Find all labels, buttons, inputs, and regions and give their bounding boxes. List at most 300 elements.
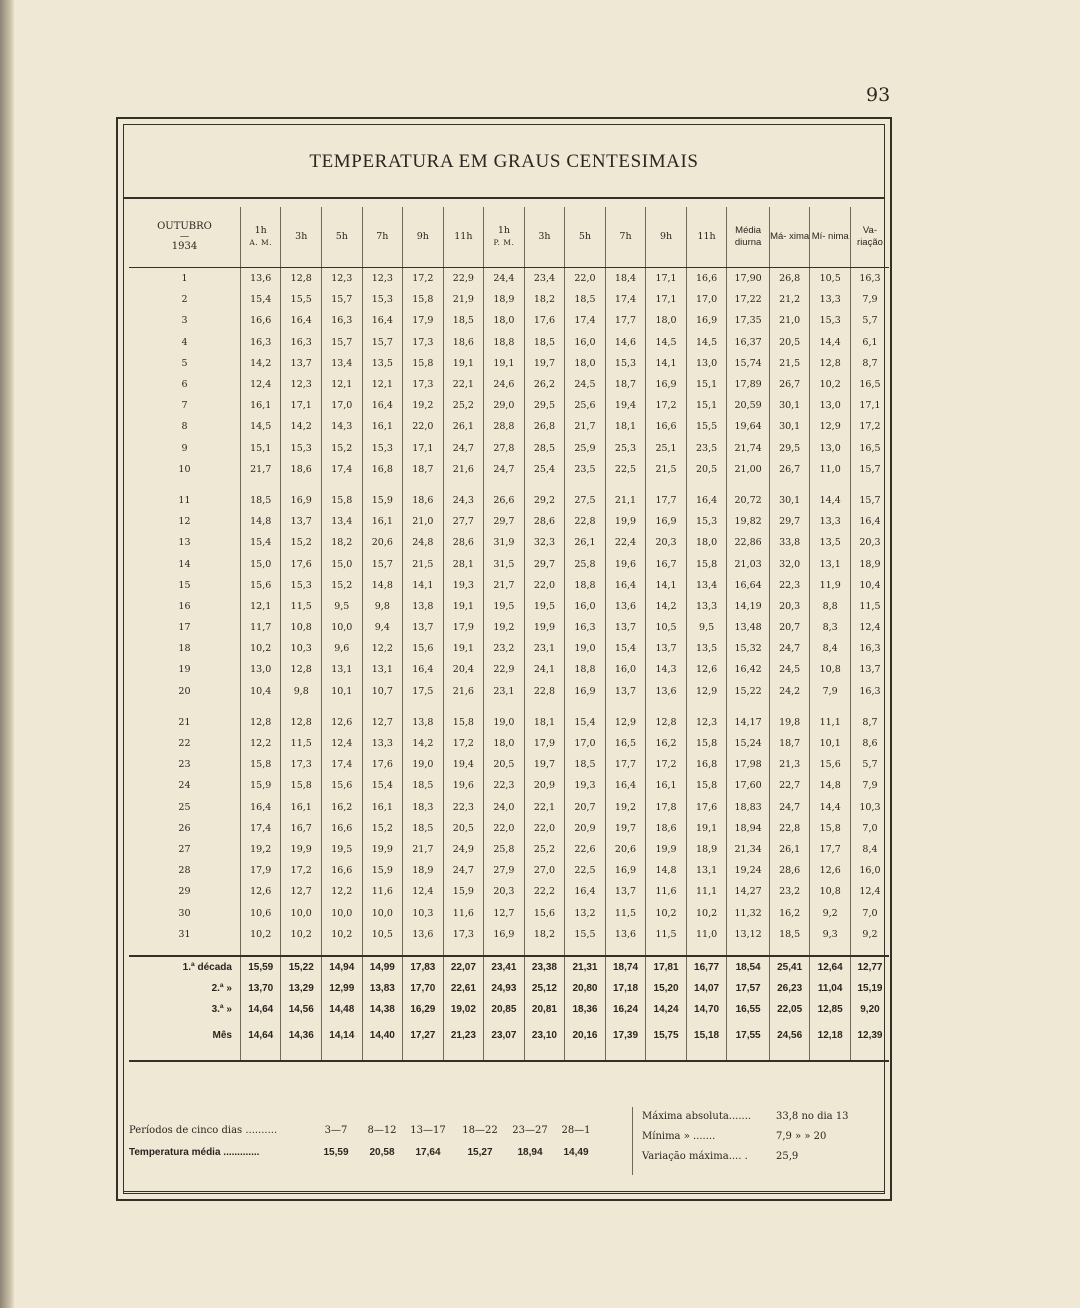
summary-cell: 23,38 [524,956,565,978]
temperature-cell: 26,8 [524,416,565,437]
temperature-cell: 14,8 [362,575,403,596]
summary-cell: 14,94 [322,956,363,978]
temperature-cell: 17,2 [850,416,889,437]
day-label: 24 [178,780,191,792]
temperature-cell: 15,32 [727,638,770,659]
day-label: 1 [181,273,188,285]
temperature-cell: 25,2 [524,839,565,860]
temperature-cell: 15,74 [727,353,770,374]
temperature-cell: 15,3 [605,353,646,374]
temperature-cell: 12,1 [240,596,281,617]
temperature-cell: 18,5 [240,490,281,511]
temperature-cell: 6,1 [850,332,889,353]
day-row [129,839,889,860]
temperature-cell: 13,3 [362,733,403,754]
temperature-cell: 18,1 [524,712,565,733]
temperature-cell: 15,6 [403,638,444,659]
day-label: 3 [181,315,188,327]
temperature-cell: 21,74 [727,438,770,459]
day-row [129,797,889,818]
summary-cell: 15,20 [646,978,687,999]
temperature-cell: 19,5 [484,596,525,617]
temperature-cell: 26,2 [524,374,565,395]
temperature-cell: 10,2 [686,902,727,923]
temperature-cell: 15,8 [281,775,322,796]
gap-cell [403,945,444,956]
day-row [129,268,889,290]
day-label: 11 [178,494,191,506]
temperature-cell: 18,6 [443,332,484,353]
temperature-cell: 16,2 [769,902,810,923]
temperature-cell: 17,2 [646,395,687,416]
summary-cell: 23,07 [484,1020,525,1052]
day-row [129,902,889,923]
temperature-cell: 15,3 [810,310,851,331]
temperature-cell: 16,4 [240,797,281,818]
temperature-cell: 19,1 [443,638,484,659]
temperature-cell: 16,3 [850,638,889,659]
summary-cell: 22,05 [769,999,810,1020]
temperature-cell: 17,9 [403,310,444,331]
temperature-cell: 10,8 [281,617,322,638]
temperature-cell: 18,6 [281,459,322,480]
temperature-cell: 12,2 [322,881,363,902]
summary-cell: 20,85 [484,999,525,1020]
temperature-cell: 16,9 [646,374,687,395]
temperature-cell: 22,6 [565,839,606,860]
gap-cell [129,702,240,712]
temperature-cell: 12,4 [850,617,889,638]
summary-cell: 9,20 [850,999,889,1020]
temperature-cell: 15,7 [322,332,363,353]
summary-cell: 23,10 [524,1020,565,1052]
temperature-cell: 25,8 [484,839,525,860]
summary-cell: 14,24 [646,999,687,1020]
temperature-cell: 16,9 [484,924,525,945]
temperature-cell: 11,5 [646,924,687,945]
summary-cell: 14,64 [240,1020,281,1052]
day-label: 29 [178,886,191,898]
day-label: 7 [181,400,188,412]
temperature-cell: 17,4 [240,818,281,839]
temperature-cell: 10,3 [281,638,322,659]
temperature-cell: 16,3 [565,617,606,638]
temperature-cell: 16,3 [850,268,889,290]
day-row [129,374,889,395]
gap-cell [240,480,281,490]
day-row [129,310,889,331]
temperature-cell: 9,2 [850,924,889,945]
temperature-cell: 15,0 [240,553,281,574]
temperature-cell: 10,1 [810,733,851,754]
gap-cell [484,945,525,956]
temperature-cell: 26,7 [769,374,810,395]
temperature-cell: 13,6 [403,924,444,945]
temperature-cell: 16,6 [322,818,363,839]
temperature-cell: 17,4 [605,289,646,310]
gap-cell [810,480,851,490]
day-row [129,754,889,775]
day-label: 10 [178,463,191,475]
temperature-cell: 15,3 [362,289,403,310]
temperature-cell: 26,1 [769,839,810,860]
temperature-cell: 19,1 [484,353,525,374]
temperature-cell: 12,8 [810,353,851,374]
temperature-cell: 24,7 [769,797,810,818]
gap-cell [403,1052,444,1061]
temperature-cell: 15,4 [362,775,403,796]
gap-cell [605,702,646,712]
day-row [129,532,889,553]
temperature-cell: 18,0 [686,532,727,553]
temperature-cell: 13,4 [322,511,363,532]
temperature-cell: 11,9 [810,575,851,596]
period-value: 13—17 [410,1125,446,1136]
temperature-cell: 17,6 [686,797,727,818]
temperature-cell: 17,35 [727,310,770,331]
period-value: 23—27 [512,1125,548,1136]
temperature-cell: 10,5 [646,617,687,638]
temperature-cell: 5,7 [850,310,889,331]
temperature-cell: 19,9 [281,839,322,860]
temperature-cell: 22,4 [605,532,646,553]
day-label: 12 [178,516,191,528]
temperature-cell: 19,24 [727,860,770,881]
temperature-cell: 16,4 [403,659,444,680]
temperature-cell: 18,5 [565,289,606,310]
temperature-cell: 22,5 [605,459,646,480]
temperature-cell: 29,7 [769,511,810,532]
summary-cell: 25,12 [524,978,565,999]
temperature-cell: 13,3 [810,289,851,310]
temperature-cell: 10,2 [240,924,281,945]
temperature-cell: 17,60 [727,775,770,796]
temperature-cell: 25,3 [605,438,646,459]
summary-cell: 16,24 [605,999,646,1020]
table-body [129,268,889,1061]
temperature-cell: 22,0 [403,416,444,437]
temperature-cell: 17,7 [605,754,646,775]
temperature-cell: 15,2 [281,532,322,553]
temperature-cell: 15,8 [240,754,281,775]
temperature-cell: 16,4 [565,881,606,902]
temperature-cell: 12,8 [281,712,322,733]
temperature-cell: 17,0 [686,289,727,310]
temperature-cell: 18,9 [403,860,444,881]
temperature-cell: 12,4 [240,374,281,395]
temperature-cell: 14,19 [727,596,770,617]
temperature-cell: 7,9 [810,681,851,702]
temperature-cell: 17,3 [443,924,484,945]
book-binding-edge [0,0,14,1308]
summary-label: 2.ª » [211,982,232,994]
temperature-cell: 18,0 [565,353,606,374]
day-row [129,395,889,416]
summary-cell: 24,56 [769,1020,810,1052]
summary-label: 3.ª » [211,1003,232,1015]
temperature-cell: 26,1 [443,416,484,437]
temperature-cell: 13,1 [810,553,851,574]
temperature-cell: 23,2 [484,638,525,659]
gap-cell [443,702,484,712]
temperature-cell: 18,6 [646,818,687,839]
temperature-cell: 17,4 [565,310,606,331]
periods-label: Períodos de cinco dias .......... [129,1125,278,1136]
temperature-cell: 13,7 [605,881,646,902]
temperature-cell: 19,8 [769,712,810,733]
summary-cell: 14,70 [686,999,727,1020]
temperature-cell: 16,64 [727,575,770,596]
gap-cell [524,945,565,956]
temperature-cell: 8,3 [810,617,851,638]
temperature-cell: 10,0 [322,902,363,923]
temperature-cell: 21,1 [605,490,646,511]
gap-cell [443,945,484,956]
temperature-cell: 10,8 [810,659,851,680]
temperature-cell: 15,8 [686,733,727,754]
gap-cell [769,702,810,712]
day-row [129,289,889,310]
decade-gap [129,702,889,712]
temperature-cell: 26,8 [769,268,810,290]
temperature-cell: 15,8 [443,712,484,733]
gap-cell [850,480,889,490]
day-row [129,553,889,574]
day-label: 5 [181,357,188,369]
temperature-cell: 15,7 [362,553,403,574]
temperature-cell: 17,3 [403,374,444,395]
summary-cell: 13,70 [240,978,281,999]
gap-cell [281,945,322,956]
day-row [129,860,889,881]
temperature-cell: 18,8 [565,575,606,596]
temperature-cell: 21,2 [769,289,810,310]
temperature-cell: 15,9 [443,881,484,902]
gap-cell [727,1052,770,1061]
temperature-cell: 19,5 [524,596,565,617]
temperature-cell: 20,3 [484,881,525,902]
temperature-cell: 22,0 [484,818,525,839]
temperature-cell: 15,4 [565,712,606,733]
day-row [129,459,889,480]
temperature-cell: 24,2 [769,681,810,702]
summary-cell: 14,36 [281,1020,322,1052]
temperature-cell: 16,37 [727,332,770,353]
temperature-cell: 17,2 [443,733,484,754]
gap-cell [605,480,646,490]
day-label: 18 [178,643,191,655]
header-1h-pm: 1h P. M. [484,207,525,268]
temperature-cell: 15,3 [281,575,322,596]
day-label: 27 [178,843,191,855]
temperature-cell: 27,5 [565,490,606,511]
gap-cell [810,702,851,712]
temperature-cell: 7,0 [850,902,889,923]
temperature-cell: 24,7 [443,438,484,459]
day-row [129,659,889,680]
temperature-cell: 14,8 [810,775,851,796]
temperature-cell: 18,2 [322,532,363,553]
gap-cell [281,702,322,712]
temperature-cell: 29,5 [524,395,565,416]
temperature-cell: 19,3 [565,775,606,796]
temperature-cell: 18,1 [605,416,646,437]
temperature-cell: 17,22 [727,289,770,310]
temperature-cell: 14,4 [810,797,851,818]
temperature-cell: 15,1 [686,374,727,395]
temperature-cell: 19,2 [484,617,525,638]
gap-cell [850,702,889,712]
summary-cell: 14,56 [281,999,322,1020]
temperature-cell: 13,5 [686,638,727,659]
temperature-cell: 19,9 [646,839,687,860]
temperature-cell: 20,4 [443,659,484,680]
header-11h-am: 11h [443,207,484,268]
temperature-cell: 18,9 [850,553,889,574]
temperature-cell: 16,3 [281,332,322,353]
temperature-cell: 13,48 [727,617,770,638]
day-row [129,575,889,596]
temperature-cell: 13,7 [646,638,687,659]
temperature-cell: 19,9 [362,839,403,860]
temperature-cell: 22,2 [524,881,565,902]
temperature-cell: 19,6 [443,775,484,796]
temperature-cell: 18,7 [769,733,810,754]
temperature-cell: 17,6 [362,754,403,775]
temperature-cell: 16,4 [686,490,727,511]
temperature-cell: 16,4 [850,511,889,532]
summary-cell: 11,04 [810,978,851,999]
temperature-cell: 18,7 [605,374,646,395]
temperature-cell: 10,2 [810,374,851,395]
temperature-table [129,207,889,1062]
bottom-divider [124,1191,884,1192]
period-value: 8—12 [367,1125,397,1136]
temperature-cell: 14,8 [646,860,687,881]
summary-cell: 17,39 [605,1020,646,1052]
gap-cell [769,480,810,490]
header-9h-am: 9h [403,207,444,268]
temperature-cell: 12,8 [281,659,322,680]
gap-cell [322,1052,363,1061]
temperature-cell: 16,9 [281,490,322,511]
temperature-cell: 20,5 [484,754,525,775]
summary-cell: 16,77 [686,956,727,978]
temperature-cell: 16,1 [281,797,322,818]
temperature-cell: 19,64 [727,416,770,437]
temperature-cell: 12,3 [686,712,727,733]
temperature-cell: 16,0 [565,332,606,353]
temperature-cell: 24,7 [484,459,525,480]
temperature-cell: 19,1 [443,353,484,374]
temperature-cell: 10,7 [362,681,403,702]
temperature-cell: 16,5 [605,733,646,754]
day-label: 23 [178,759,191,771]
temperature-cell: 24,5 [769,659,810,680]
temperature-cell: 12,8 [646,712,687,733]
temperature-cell: 20,59 [727,395,770,416]
summary-cell: 12,77 [850,956,889,978]
gap-cell [362,702,403,712]
temperature-cell: 20,6 [362,532,403,553]
temperature-cell: 18,5 [443,310,484,331]
day-label: 25 [178,801,191,813]
temperature-cell: 24,0 [484,797,525,818]
temperature-cell: 16,6 [240,310,281,331]
temperature-cell: 10,5 [810,268,851,290]
temperature-cell: 13,7 [403,617,444,638]
temperature-cell: 17,0 [565,733,606,754]
temperature-cell: 21,9 [443,289,484,310]
temperature-cell: 13,0 [810,438,851,459]
temperature-cell: 12,3 [281,374,322,395]
gap-cell [524,1052,565,1061]
temperature-cell: 20,9 [524,775,565,796]
temperature-cell: 21,7 [484,575,525,596]
temperature-cell: 13,7 [281,511,322,532]
summary-cell: 21,23 [443,1020,484,1052]
temperature-cell: 17,9 [240,860,281,881]
temperature-cell: 13,8 [403,712,444,733]
temperature-cell: 19,7 [524,353,565,374]
temperature-cell: 17,9 [524,733,565,754]
temperature-cell: 24,3 [443,490,484,511]
gap-cell [769,1052,810,1061]
day-row [129,490,889,511]
temperature-cell: 15,7 [322,289,363,310]
temperature-cell: 21,7 [565,416,606,437]
summary-cell: 19,02 [443,999,484,1020]
gap-cell [484,702,525,712]
temperature-cell: 17,3 [403,332,444,353]
temperature-cell: 15,8 [322,490,363,511]
temperature-cell: 32,0 [769,553,810,574]
gap-cell [646,702,687,712]
temperature-cell: 14,17 [727,712,770,733]
temperature-cell: 16,4 [281,310,322,331]
temperature-cell: 9,8 [362,596,403,617]
temperature-cell: 13,7 [850,659,889,680]
day-row [129,438,889,459]
summary-cell: 16,55 [727,999,770,1020]
temperature-cell: 15,5 [281,289,322,310]
temperature-cell: 17,1 [646,268,687,290]
day-label: 14 [178,558,191,570]
mean-temperature-value: 17,64 [415,1147,441,1158]
day-label: 6 [181,379,188,391]
temperature-cell: 12,6 [240,881,281,902]
summary-label: Mês [212,1030,232,1042]
gap-cell [686,480,727,490]
temperature-cell: 16,4 [362,310,403,331]
temperature-cell: 19,4 [443,754,484,775]
temperature-cell: 9,5 [686,617,727,638]
summary-spacer [129,945,889,956]
summary-label: 1.ª década [129,956,240,978]
summary-cell: 16,29 [403,999,444,1020]
temperature-cell: 25,8 [565,553,606,574]
temperature-cell: 21,5 [769,353,810,374]
temperature-cell: 14,2 [281,416,322,437]
temperature-cell: 18,9 [484,289,525,310]
temperature-cell: 21,7 [403,839,444,860]
temperature-cell: 29,0 [484,395,525,416]
temperature-cell: 19,1 [443,596,484,617]
temperature-cell: 21,5 [646,459,687,480]
day-label: 16 [178,600,191,612]
temperature-cell: 16,5 [850,438,889,459]
temperature-cell: 14,2 [403,733,444,754]
